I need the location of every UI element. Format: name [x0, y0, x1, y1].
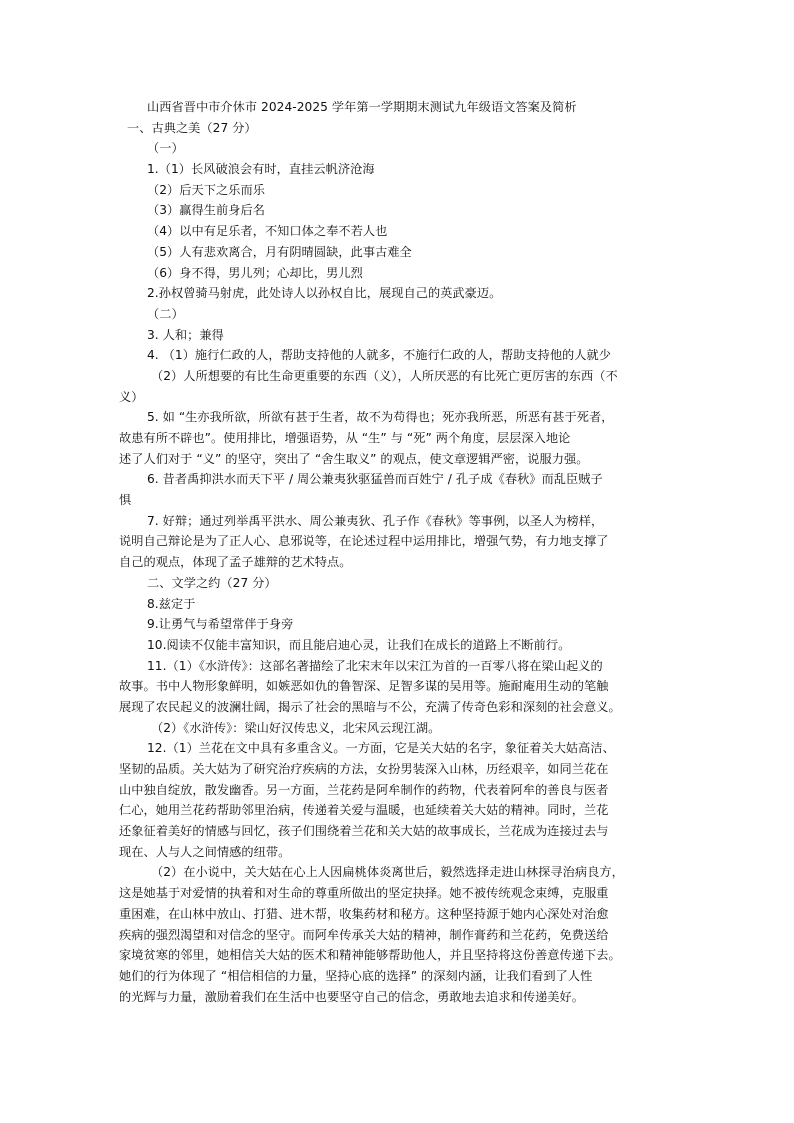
- text-line: 仁心，她用兰花药帮助邻里治病，传递着关爱与温暖，也延续着关大姑的精神。同时，兰花: [119, 803, 609, 818]
- answer-content: [119, 97, 675, 1007]
- text-line: （二）: [147, 306, 184, 321]
- text-line: 义）: [119, 389, 144, 404]
- text-line: 坚韧的品质。关大姑为了研究治疗疾病的方法，女扮男装深入山林，历经艰辛，如同兰花在: [119, 762, 609, 776]
- text-line: 这是她基于对爱情的执着和对生命的尊重所做出的坚定抉择。她不被传统观念束缚，克服重: [119, 886, 609, 901]
- text-line: 述了人们对于 “义” 的坚守，突出了 “舍生取义” 的观点，使文章逻辑严密，说服力强。: [119, 451, 589, 466]
- text-line: 惧: [119, 493, 132, 508]
- text-line: 家境贫寒的邻里，她相信关大姑的医术和精神能够帮助他人，并且坚持将这份善意传递下去。: [119, 948, 621, 963]
- answer-lines: [119, 118, 675, 1008]
- text-line: 8.兹定于: [147, 596, 196, 611]
- text-line: 故患有所不辟也”。使用排比，增强语势，从 “生” 与 “死” 两个角度，层层深入地论: [119, 431, 571, 445]
- text-line: 一、古典之美（27 分）: [127, 120, 257, 135]
- text-line: 11.（1）《水浒传》：这部名著描绘了北宋末年以宋江为首的一百零八将在梁山起义的: [147, 658, 603, 673]
- document-title: 山西省晋中市介休市 2024-2025 学年第一学期期末测试九年级语文答案及简析: [147, 100, 577, 114]
- text-line: 说明自己辩论是为了正人心、息邪说等，在论述过程中运用排比，增强气势，有力地支撑了: [119, 534, 609, 549]
- text-line: 5. 如 “生亦我所欲，所欲有甚于生者，故不为苟得也；死亦我所恶，所恶有甚于死者，: [147, 410, 614, 425]
- text-line: 山中独自绽放，散发幽香。另一方面，兰花药是阿牟制作的药物，代表着阿牟的善良与医者: [119, 782, 609, 797]
- text-line: 二、文学之约（27 分）: [147, 575, 277, 590]
- text-line: 4. （1）施行仁政的人，帮助支持他的人就多，不施行仁政的人，帮助支持他的人就少: [147, 348, 612, 363]
- text-line: 故事。书中人物形象鲜明，如嫉恶如仇的鲁智深、足智多谋的吴用等。施耐庵用生动的笔触: [119, 679, 609, 694]
- text-line: （2）后天下之乐而乐: [147, 182, 265, 197]
- text-line: 3. 人和；兼得: [147, 327, 224, 342]
- text-line: 疾病的强烈渴望和对信念的坚守。而阿牟传承关大姑的精神，制作膏药和兰花药，免费送给: [119, 927, 609, 942]
- text-line: 展现了农民起义的波澜壮阔，揭示了社会的黑暗与不公，充满了传奇色彩和深刻的社会意义。: [119, 699, 621, 714]
- text-line: 7. 好辩；通过列举禹平洪水、周公兼夷狄、孔子作《春秋》等事例，以圣人为榜样，: [147, 513, 604, 528]
- text-line: （一）: [147, 141, 184, 156]
- text-line: 的光辉与力量，激励着我们在生活中也要坚守自己的信念，勇敢地去追求和传递美好。: [119, 989, 585, 1004]
- text-line: 10.阅读不仅能丰富知识，而且能启迪心灵，让我们在成长的道路上不断前行。: [147, 637, 571, 652]
- text-line: （2）人所想要的有比生命更重要的东西（义），人所厌恶的有比死亡更厉害的东西（不: [151, 368, 618, 383]
- text-line: （2）在小说中，关大姑在心上人因扁桃体炎离世后，毅然选择走进山林探寻治病良方，: [151, 865, 624, 880]
- text-line: 重困难，在山林中放山、打猎、进木帮，收集药材和秘方。这种坚持源于她内心深处对治愈: [119, 906, 609, 921]
- text-line: 12.（1）兰花在文中具有多重含义。一方面，它是关大姑的名字，象征着关大姑高洁、: [147, 741, 615, 756]
- text-line: 现在、人与人之间情感的纽带。: [119, 844, 291, 859]
- text-line: 还象征着美好的情感与回忆，孩子们围绕着兰花和关大姑的故事成长，兰花成为连接过去与: [119, 824, 609, 839]
- text-line: 自己的观点，体现了孟子雄辩的艺术特点。: [119, 555, 352, 570]
- text-line: （4）以中有足乐者，不知口体之奉不若人也: [147, 224, 388, 239]
- text-line: （6）身不得，男儿列；心却比，男儿烈: [147, 265, 363, 280]
- text-line: 2.孙权曾骑马射虎，此处诗人以孙权自比，展现自己的英武豪迈。: [147, 286, 502, 301]
- text-line: 1.（1）长风破浪会有时，直挂云帆济沧海: [147, 162, 375, 177]
- text-line: （3）赢得生前身后名: [147, 203, 265, 218]
- text-line: （5）人有悲欢离合，月有阴晴圆缺，此事古难全: [147, 244, 412, 259]
- text-line: 9.让勇气与希望常伴于身旁: [147, 617, 294, 632]
- text-line: 6. 昔者禹抑洪水而天下平 / 周公兼夷狄驱猛兽而百姓宁 / 孔子成《春秋》而乱臣贼子: [147, 472, 603, 487]
- text-line: （2）《水浒传》：梁山好汉传忠义，北宋风云现江湖。: [151, 720, 441, 735]
- text-line: 她们的行为体现了 “相信相信的力量，坚持心底的选择” 的深刻内涵，让我们看到了人性: [119, 968, 593, 983]
